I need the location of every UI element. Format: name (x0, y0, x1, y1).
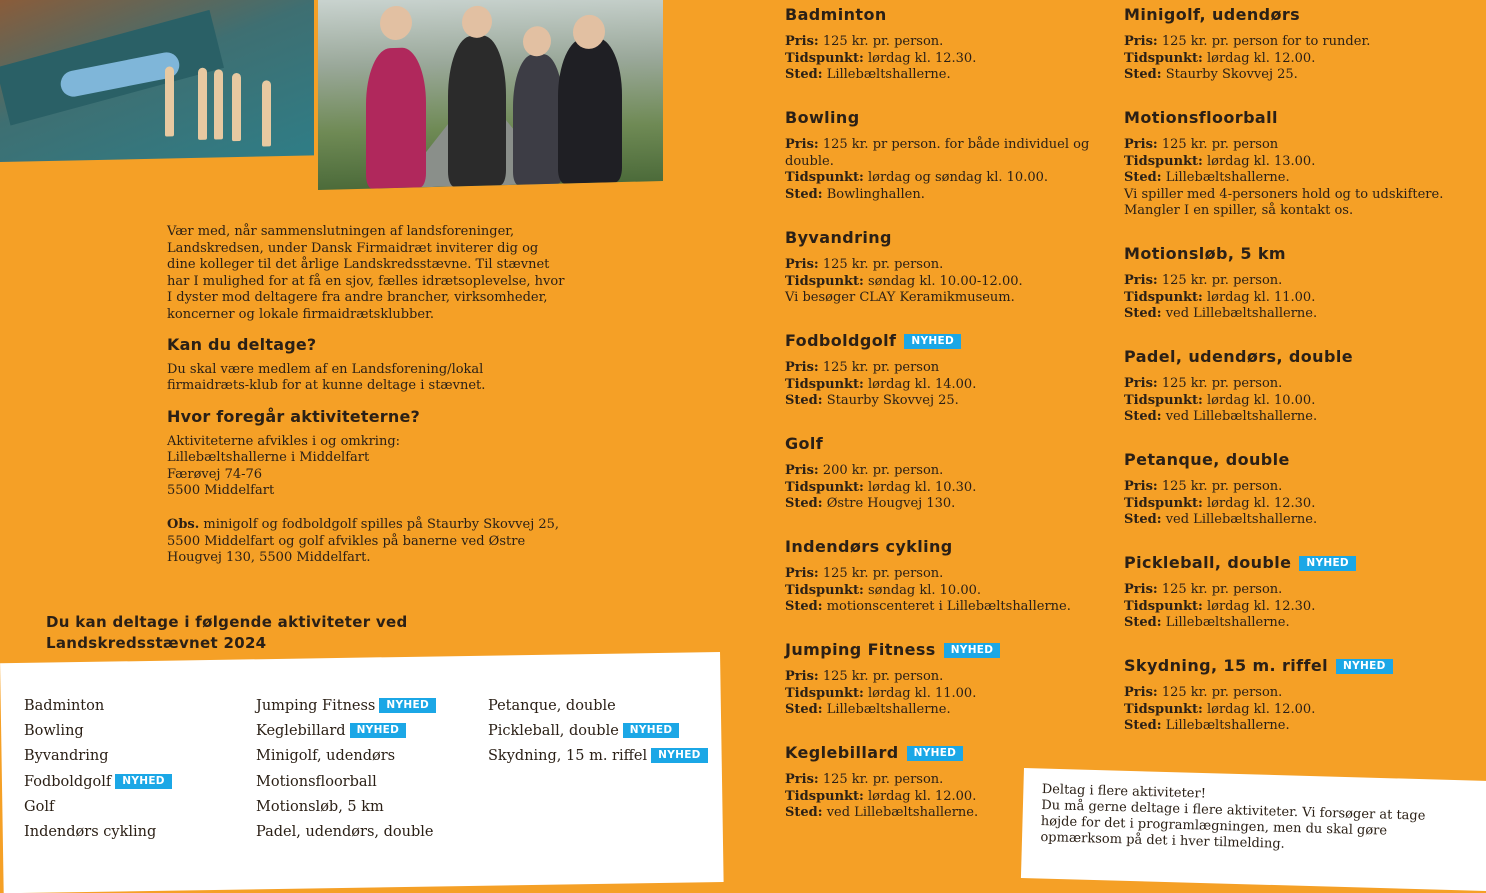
new-badge: NYHED (623, 723, 680, 738)
time-value: lørdag kl. 12.30. (863, 50, 977, 66)
list-item-label: Golf (24, 798, 55, 815)
place-value: Staurby Skovvej 25. (822, 393, 959, 409)
price-value: 125 kr. pr. person. (1157, 273, 1283, 288)
price-label: Pris: (1124, 582, 1158, 597)
place-value: ved Lillebæltshallerne. (1161, 409, 1318, 425)
place-label: Sted: (785, 393, 823, 409)
activity-time (1124, 496, 1454, 513)
obs-label: Obs. (167, 516, 200, 532)
price-label: Pris: (785, 360, 819, 375)
list-item-badminton (24, 694, 172, 719)
place-value: Lillebæltshallerne. (1161, 615, 1290, 631)
time-label: Tidspunkt: (785, 170, 864, 186)
participate-text: Du skal være medlem af en Landsforening/lokal firmaidræts-klub for at kunne deltage i stævnet. (167, 361, 486, 394)
pin (262, 80, 271, 146)
person (366, 47, 426, 189)
price-label: Pris: (785, 34, 819, 49)
activity-badminton (785, 5, 1115, 84)
activity-title-text: Byvandring (785, 228, 892, 247)
time-value: lørdag kl. 14.00. (863, 376, 977, 392)
location-section (167, 409, 577, 567)
list-item-label: Padel, udendørs, double (256, 824, 434, 841)
place-label: Sted: (1124, 718, 1162, 734)
place-value: Lillebæltshallerne. (1161, 170, 1290, 186)
activity-price (785, 257, 1115, 274)
activity-price (785, 669, 1115, 686)
time-label: Tidspunkt: (785, 582, 864, 598)
activity-title (1124, 656, 1454, 676)
list-item-label: Jumping Fitness (256, 698, 376, 714)
price-label: Pris: (785, 772, 819, 787)
activity-title (1124, 5, 1454, 25)
activity-jumping-fitness (785, 640, 1115, 719)
list-item-petanque-double (488, 694, 708, 719)
intro-text: Vær med, når sammenslutningen af landsforeninger, Landskredsen, under Dansk Firmaidræt inviterer dig og dine kolleger til det årlige Landskredsstævne. Til stævnet har I mulighed for at få en sjov, fælles idrætsoplevelse, hvor I dyster mod deltagere fra andre brancher, virksomheder, koncerner og lokale firmaidrætsklubber. (167, 224, 565, 322)
price-label: Pris: (785, 257, 819, 272)
activity-time (785, 480, 1115, 497)
price-value: 125 kr. pr. person (1157, 137, 1279, 152)
list-item-label: Byvandring (24, 748, 109, 765)
time-value: søndag kl. 10.00. (863, 582, 982, 598)
price-value: 125 kr. pr. person. (818, 34, 944, 49)
list-item-fodboldgolf (24, 770, 172, 795)
time-value: lørdag kl. 11.00. (863, 685, 977, 701)
list-item-bowling (24, 719, 172, 744)
activity-place (785, 702, 1115, 719)
activity-place (785, 187, 1115, 204)
activity-title (785, 108, 1115, 128)
activity-time (1124, 290, 1454, 307)
time-value: lørdag kl. 13.00. (1202, 153, 1316, 169)
time-label: Tidspunkt: (785, 50, 864, 66)
activity-place (1124, 306, 1454, 323)
activity-indend-rs-cykling (785, 537, 1115, 616)
activity-place (1124, 512, 1454, 529)
activity-skydning-15-m-riffel (1124, 656, 1454, 735)
activity-title (1124, 108, 1454, 128)
list-item-motionsfloorball (256, 770, 436, 795)
place-label: Sted: (785, 67, 823, 83)
activity-motionsfloorball (1124, 108, 1454, 220)
time-value: lørdag kl. 10.30. (863, 479, 977, 495)
activity-list-title: Du kan deltage i følgende aktiviteter ved Landskredsstævnet 2024 (46, 613, 408, 652)
place-value: ved Lillebæltshallerne. (822, 805, 979, 821)
location-heading: Hvor foregår aktiviteterne? (167, 407, 420, 426)
list-item-padel-udend-rs-double (256, 820, 436, 845)
new-badge: NYHED (904, 334, 961, 349)
price-value: 125 kr. pr. person. (818, 669, 944, 684)
place-value: Østre Hougvej 130. (822, 496, 956, 512)
list-item-indend-rs-cykling (24, 820, 172, 845)
activity-title (785, 537, 1115, 557)
activity-petanque-double (1124, 450, 1454, 529)
new-badge: NYHED (115, 774, 172, 789)
place-value: Lillebæltshallerne. (822, 702, 951, 718)
new-badge: NYHED (907, 746, 964, 761)
activity-time (1124, 154, 1454, 171)
address-line: 5500 Middelfart (167, 483, 275, 499)
activity-title (785, 640, 1115, 660)
activity-title (785, 434, 1115, 454)
address-line: Aktiviteterne afvikles i og omkring: (167, 433, 401, 449)
pin (165, 66, 174, 136)
person-head (523, 26, 551, 57)
activity-title-text: Minigolf, udendørs (1124, 5, 1301, 24)
time-value: lørdag kl. 12.30. (1202, 495, 1316, 511)
activity-price (785, 360, 1115, 377)
activity-title-text: Motionsløb, 5 km (1124, 244, 1286, 263)
activity-list-column-3 (488, 694, 708, 770)
list-item-label: Petanque, double (488, 698, 616, 714)
new-badge: NYHED (944, 643, 1001, 658)
list-item-keglebillard (256, 719, 436, 744)
list-item-label: Indendørs cykling (24, 824, 157, 841)
activity-padel-udend-rs-double (1124, 347, 1454, 426)
price-label: Pris: (1124, 479, 1158, 494)
time-label: Tidspunkt: (1124, 50, 1203, 66)
time-label: Tidspunkt: (1124, 289, 1203, 305)
participate-heading: Kan du deltage? (167, 335, 317, 354)
new-badge: NYHED (350, 723, 407, 738)
activity-place (1124, 615, 1454, 632)
price-label: Pris: (785, 669, 819, 684)
place-value: motionscenteret i Lillebæltshallerne. (822, 599, 1071, 615)
activity-price (1124, 582, 1454, 599)
activity-title-text: Petanque, double (1124, 450, 1290, 469)
place-label: Sted: (785, 599, 823, 615)
time-value: lørdag og søndag kl. 10.00. (863, 170, 1049, 186)
address-line: Lillebæltshallerne i Middelfart (167, 450, 370, 466)
person-head (462, 5, 492, 38)
place-value: ved Lillebæltshallerne. (1161, 512, 1318, 528)
activity-place (785, 67, 1115, 84)
activity-place (785, 599, 1115, 616)
time-value: lørdag kl. 12.00. (1202, 50, 1316, 66)
list-item-skydning-15-m-riffel (488, 744, 708, 769)
activity-title-text: Skydning, 15 m. riffel (1124, 656, 1329, 675)
place-label: Sted: (1124, 306, 1162, 322)
place-label: Sted: (1124, 67, 1162, 83)
price-value: 125 kr. pr. person. (1157, 376, 1283, 391)
time-label: Tidspunkt: (1124, 598, 1203, 614)
place-value: Lillebæltshallerne. (1161, 718, 1290, 734)
list-item-label: Fodboldgolf (24, 773, 112, 790)
list-item-byvandring (24, 744, 172, 769)
activity-pickleball-double (1124, 553, 1454, 632)
list-item-label: Pickleball, double (488, 723, 619, 740)
activity-extra-note: Mangler I en spiller, så kontakt os. (1124, 203, 1354, 219)
list-item-label: Keglebillard (256, 723, 346, 740)
activity-title-text: Golf (785, 434, 824, 453)
place-label: Sted: (1124, 409, 1162, 425)
person (513, 54, 563, 185)
activity-price (785, 463, 1115, 480)
place-label: Sted: (1124, 512, 1162, 528)
photo-walking-group (318, 0, 663, 190)
time-value: søndag kl. 10.00-12.00. (863, 273, 1023, 289)
activity-list-column-1 (24, 694, 172, 845)
activity-time (785, 686, 1115, 703)
activity-price (785, 137, 1115, 170)
price-value: 125 kr. pr. person. (818, 257, 944, 272)
activity-price (1124, 137, 1454, 154)
time-label: Tidspunkt: (785, 376, 864, 392)
note-content (1040, 782, 1452, 857)
place-label: Sted: (1124, 615, 1162, 631)
list-item-jumping-fitness (256, 694, 436, 719)
person-head (380, 6, 412, 41)
activity-price (785, 566, 1115, 583)
activity-time (1124, 393, 1454, 410)
place-value: Staurby Skovvej 25. (1161, 67, 1298, 83)
activity-title-text: Indendørs cykling (785, 537, 953, 556)
time-value: lørdag kl. 10.00. (1202, 392, 1316, 408)
list-item-label: Bowling (24, 723, 84, 740)
pin (214, 69, 223, 139)
activity-place (1124, 718, 1454, 735)
time-label: Tidspunkt: (1124, 392, 1203, 408)
activity-title (1124, 347, 1454, 367)
activity-title (1124, 553, 1454, 573)
price-value: 125 kr. pr person. for både individuel og double. (785, 137, 1090, 169)
time-label: Tidspunkt: (785, 685, 864, 701)
activity-place (785, 496, 1115, 513)
activity-time (785, 170, 1115, 187)
new-badge: NYHED (379, 698, 436, 713)
activity-title (1124, 450, 1454, 470)
time-value: lørdag kl. 12.30. (1202, 598, 1316, 614)
time-value: lørdag kl. 11.00. (1202, 289, 1316, 305)
obs-note (167, 517, 567, 567)
activity-place (1124, 67, 1454, 84)
new-badge: NYHED (1336, 659, 1393, 674)
activity-extra-note: Vi besøger CLAY Keramikmuseum. (785, 290, 1015, 306)
new-badge: NYHED (651, 748, 708, 763)
list-item-label: Motionsfloorball (256, 773, 377, 790)
time-label: Tidspunkt: (1124, 153, 1203, 169)
activity-title (785, 5, 1115, 25)
time-label: Tidspunkt: (1124, 701, 1203, 717)
activity-title-text: Jumping Fitness (785, 640, 936, 659)
list-item-golf (24, 795, 172, 820)
price-value: 125 kr. pr. person. (818, 772, 944, 787)
activity-price (1124, 273, 1454, 290)
activity-title-text: Pickleball, double (1124, 553, 1292, 572)
note-heading: Deltag i flere aktiviteter! (1041, 782, 1207, 802)
place-value: ved Lillebæltshallerne. (1161, 306, 1318, 322)
activity-price (1124, 34, 1454, 51)
activity-golf (785, 434, 1115, 513)
intro (167, 224, 567, 324)
place-value: Bowlinghallen. (822, 186, 925, 202)
price-value: 125 kr. pr. person for to runder. (1157, 34, 1371, 49)
person (558, 37, 622, 184)
activity-title (785, 743, 1115, 763)
activity-title (1124, 244, 1454, 264)
price-label: Pris: (785, 137, 819, 152)
place-label: Sted: (785, 702, 823, 718)
list-item-label: Minigolf, udendørs (256, 748, 396, 765)
price-label: Pris: (1124, 273, 1158, 288)
activity-time (785, 51, 1115, 68)
time-label: Tidspunkt: (785, 479, 864, 495)
activity-time (785, 274, 1115, 291)
activity-title (785, 331, 1115, 351)
obs-text: minigolf og fodboldgolf spilles på Staurby Skovvej 25, 5500 Middelfart og golf afvikles på banerne ved Østre Hougvej 130, 5500 Middelfart. (167, 516, 560, 566)
price-label: Pris: (1124, 685, 1158, 700)
place-label: Sted: (785, 805, 823, 821)
new-badge: NYHED (1299, 556, 1356, 571)
price-value: 125 kr. pr. person. (1157, 479, 1283, 494)
time-value: lørdag kl. 12.00. (863, 788, 977, 804)
pin (232, 73, 241, 141)
list-item-label: Motionsløb, 5 km (256, 798, 384, 815)
price-label: Pris: (785, 463, 819, 478)
place-label: Sted: (1124, 170, 1162, 186)
activity-price (1124, 479, 1454, 496)
activity-title-text: Fodboldgolf (785, 331, 897, 350)
activity-place (1124, 170, 1454, 187)
price-label: Pris: (1124, 137, 1158, 152)
participate-section (167, 337, 577, 395)
activity-title-text: Keglebillard (785, 743, 899, 762)
place-value: Lillebæltshallerne. (822, 67, 951, 83)
activity-time (785, 377, 1115, 394)
price-value: 125 kr. pr. person. (1157, 685, 1283, 700)
activity-byvandring (785, 228, 1115, 307)
activity-price (785, 34, 1115, 51)
activity-motionsl-b-5-km (1124, 244, 1454, 323)
price-value: 125 kr. pr. person. (818, 566, 944, 581)
activity-price (1124, 376, 1454, 393)
list-item-minigolf-udend-rs (256, 744, 436, 769)
price-value: 200 kr. pr. person. (818, 463, 944, 478)
time-value: lørdag kl. 12.00. (1202, 701, 1316, 717)
photo-billiard-pins (0, 0, 314, 162)
activity-price (1124, 685, 1454, 702)
activity-title-text: Padel, udendørs, double (1124, 347, 1353, 366)
time-label: Tidspunkt: (1124, 495, 1203, 511)
price-value: 125 kr. pr. person (818, 360, 940, 375)
activity-list-column-2 (256, 694, 436, 845)
activity-minigolf-udend-rs (1124, 5, 1454, 84)
activity-title-text: Badminton (785, 5, 887, 24)
activity-time (785, 583, 1115, 600)
note-text: Du må gerne deltage i flere aktiviteter. Vi forsøger at tage højde for det i programlægningen, men du skal gøre opmærksom på det i hver tilmelding. (1040, 797, 1426, 852)
person (448, 35, 506, 187)
activity-title-text: Motionsfloorball (1124, 108, 1278, 127)
activity-time (1124, 702, 1454, 719)
address-line: Færøvej 74-76 (167, 466, 263, 482)
activity-title-text: Bowling (785, 108, 860, 127)
activity-time (1124, 51, 1454, 68)
location-address (167, 434, 577, 500)
activity-extra-note: Vi spiller med 4-personers hold og to udskiftere. (1124, 186, 1444, 202)
list-item-label: Skydning, 15 m. riffel (488, 748, 648, 765)
price-value: 125 kr. pr. person. (1157, 582, 1283, 597)
list-item-label: Badminton (24, 698, 105, 714)
price-label: Pris: (1124, 34, 1158, 49)
list-item-pickleball-double (488, 719, 708, 744)
price-label: Pris: (1124, 376, 1158, 391)
time-label: Tidspunkt: (785, 273, 864, 289)
activity-place (1124, 409, 1454, 426)
activity-time (1124, 599, 1454, 616)
list-item-motionsl-b-5-km (256, 795, 436, 820)
activity-title (785, 228, 1115, 248)
activity-fodboldgolf (785, 331, 1115, 410)
activity-bowling (785, 108, 1115, 203)
place-label: Sted: (785, 496, 823, 512)
pin (198, 68, 207, 140)
activity-place (785, 393, 1115, 410)
price-label: Pris: (785, 566, 819, 581)
place-label: Sted: (785, 186, 823, 202)
time-label: Tidspunkt: (785, 788, 864, 804)
